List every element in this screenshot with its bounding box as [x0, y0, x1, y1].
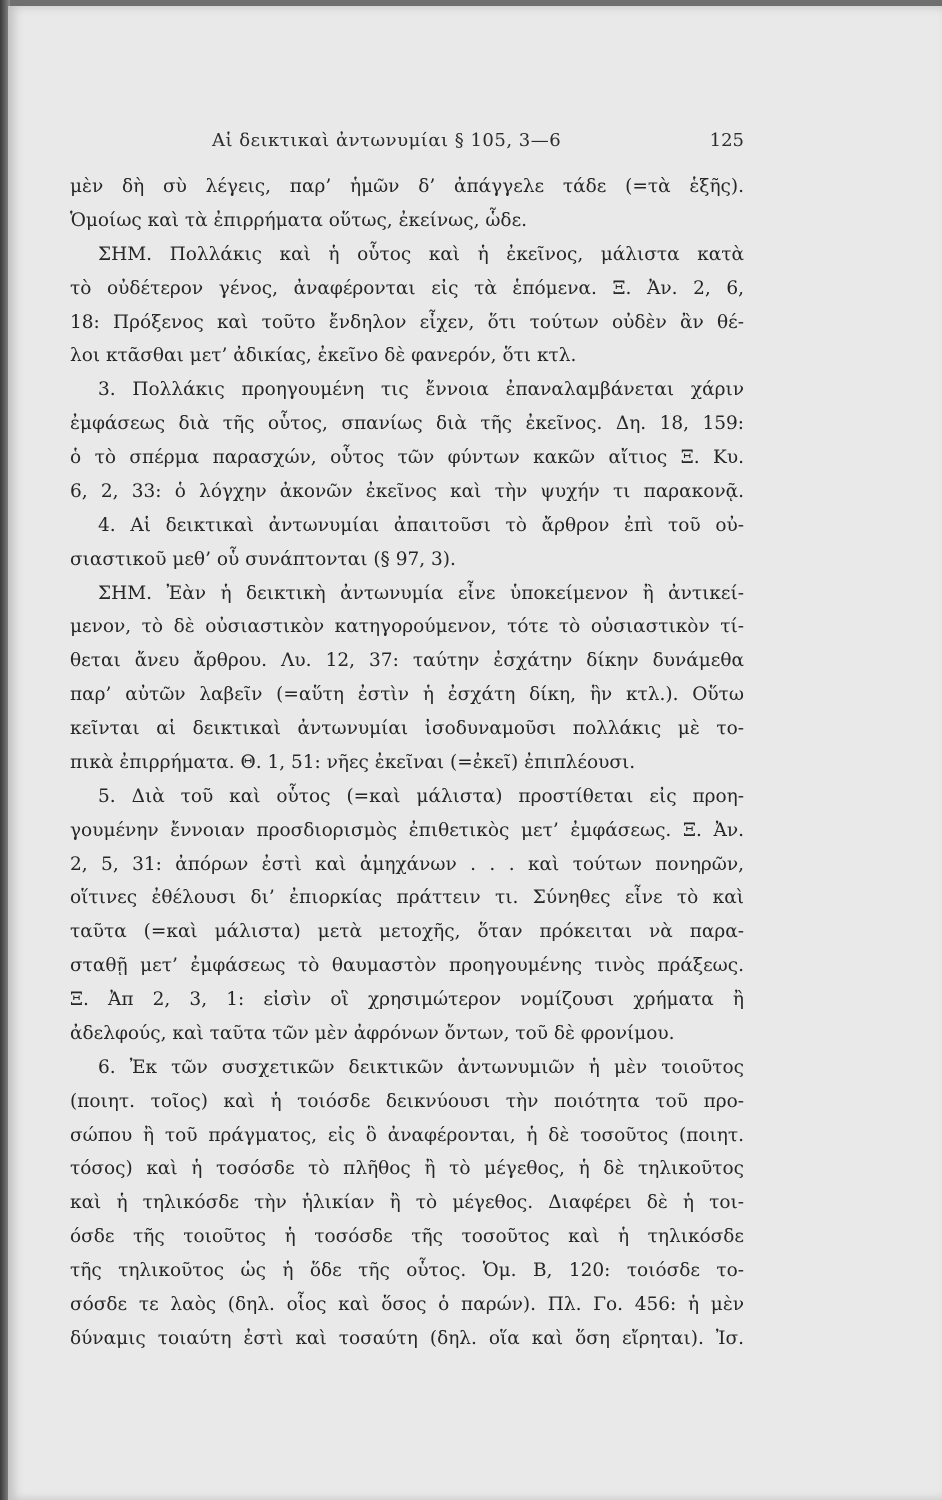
text-line: σόσδε τε λαὸς (δηλ. οἷος καὶ ὅσος ὁ παρών). Πλ. Γο. 456: ἡ μὲν	[70, 1293, 744, 1315]
text-line: οἵτινες ἐθέλουσι δι’ ἐπιορκίας πράττειν τι. Σύνηθες εἶνε τὸ καὶ	[70, 887, 744, 909]
text-line: (ποιητ. τοῖος) καὶ ἡ τοιόσδε δεικνύουσι τὴν ποιότητα τοῦ προ-	[70, 1090, 744, 1112]
text-line: θεται ἄνευ ἄρθρου. Λυ. 12, 37: ταύτην ἐσχάτην δίκην δυνάμεθα	[70, 650, 744, 672]
text-line: σώπου ἢ τοῦ πράγματος, εἰς ὃ ἀναφέρονται, ἡ δὲ τοσοῦτος (ποιητ.	[70, 1124, 744, 1146]
text-line: ΣΗΜ. Ἐὰν ἡ δεικτικὴ ἀντωνυμία εἶνε ὑποκείμενον ἢ ἀντικεί-	[98, 582, 744, 604]
text-line: 4. Αἱ δεικτικαὶ ἀντωνυμίαι ἀπαιτοῦσι τὸ ἄρθρον ἐπὶ τοῦ οὐ-	[98, 514, 744, 536]
text-line: μενον, τὸ δὲ οὐσιαστικὸν κατηγορούμενον, τότε τὸ οὐσιαστικὸν τί-	[70, 616, 744, 638]
text-line: όσδε τῆς τοιοῦτος ἡ τοσόσδε τῆς τοσοῦτος καὶ ἡ τηλικόσδε	[70, 1226, 744, 1248]
text-line: λοι κτᾶσθαι μετ’ ἀδικίας, ἐκεῖνο δὲ φανερόν, ὅτι κτλ.	[70, 345, 577, 367]
text-line: καὶ ἡ τηλικόσδε τὴν ἡλικίαν ἢ τὸ μέγεθος. Διαφέρει δὲ ἡ τοι-	[70, 1192, 744, 1214]
page-number: 125	[709, 130, 744, 151]
text-line: πικὰ ἐπιρρήματα. Θ. 1, 51: νῆες ἐκεῖναι (=ἐκεῖ) ἐπιπλέουσι.	[70, 751, 636, 773]
text-line: 2, 5, 31: ἀπόρων ἐστὶ καὶ ἀμηχάνων . . . καὶ τούτων πονηρῶν,	[70, 853, 744, 875]
page-header	[68, 124, 744, 164]
body-text	[70, 170, 744, 1356]
book-page	[8, 6, 942, 1500]
text-line: 6. Ἐκ τῶν συσχετικῶν δεικτικῶν ἀντωνυμιῶν ἡ μὲν τοιοῦτος	[98, 1056, 744, 1078]
text-line: κεῖνται αἱ δεικτικαὶ ἀντωνυμίαι ἰσοδυναμοῦσι πολλάκις μὲ το-	[70, 718, 744, 739]
text-line: σταθῇ μετ’ ἐμφάσεως τὸ θαυμαστὸν προηγουμένης τινὸς πράξεως.	[70, 955, 744, 977]
text-line: 18: Πρόξενος καὶ τοῦτο ἔνδηλον εἶχεν, ὅτι τούτων οὐδὲν ἂν θέ-	[70, 311, 744, 333]
text-line: τῆς τηλικοῦτος ὡς ἡ ὅδε τῆς οὗτος. Ὁμ. Β, 120: τοιόσδε το-	[70, 1260, 744, 1281]
text-line: Ὁμοίως καὶ τὰ ἐπιρρήματα οὕτως, ἐκείνως, ὧδε.	[70, 209, 528, 231]
text-line: ἐμφάσεως διὰ τῆς οὗτος, σπανίως διὰ τῆς ἐκεῖνος. Δη. 18, 159:	[70, 413, 744, 435]
text-line: ΣΗΜ. Πολλάκις καὶ ἡ οὗτος καὶ ἡ ἐκεῖνος, μάλιστα κατὰ	[98, 243, 744, 265]
text-line: 3. Πολλάκις προηγουμένη τις ἔννοια ἐπαναλαμβάνεται χάριν	[98, 379, 744, 401]
text-line: τὸ οὐδέτερον γένος, ἀναφέρονται εἰς τὰ ἑπόμενα. Ξ. Ἀν. 2, 6,	[70, 277, 744, 299]
text-line: ταῦτα (=καὶ μάλιστα) μετὰ μετοχῆς, ὅταν πρόκειται νὰ παρα-	[70, 921, 744, 943]
text-line: Ξ. Ἀπ 2, 3, 1: εἰσὶν οἳ χρησιμώτερον νομίζουσι χρήματα ἢ	[70, 989, 744, 1010]
text-line: τόσος) καὶ ἡ τοσόσδε τὸ πλῆθος ἢ τὸ μέγεθος, ἡ δὲ τηλικοῦτος	[70, 1158, 744, 1180]
text-line: 6, 2, 33: ὁ λόγχην ἀκονῶν ἐκεῖνος καὶ τὴν ψυχήν τι παρακονᾷ.	[70, 480, 744, 502]
text-line: γουμένην ἔννοιαν προσδιορισμὸς ἐπιθετικὸς μετ’ ἐμφάσεως. Ξ. Ἀν.	[70, 819, 744, 841]
text-line: μὲν δὴ σὺ λέγεις, παρ’ ἡμῶν δ’ ἀπάγγελε τάδε (=τὰ ἑξῆς).	[70, 176, 744, 197]
text-line: δύναμις τοιαύτη ἐστὶ καὶ τοσαύτη (δηλ. οἵα καὶ ὅση εἴρηται). Ἰσ.	[70, 1327, 744, 1349]
text-line: σιαστικοῦ μεθ’ οὗ συνάπτονται (§ 97, 3).	[70, 548, 456, 570]
text-line: παρ’ αὐτῶν λαβεῖν (=αὕτη ἐστὶν ἡ ἐσχάτη δίκη, ἣν κτλ.). Οὕτω	[70, 684, 744, 706]
text-line: 5. Διὰ τοῦ καὶ οὗτος (=καὶ μάλιστα) προστίθεται εἰς προη-	[98, 785, 744, 807]
text-line: ἀδελφούς, καὶ ταῦτα τῶν μὲν ἀφρόνων ὄντων, τοῦ δὲ φρονίμου.	[70, 1022, 675, 1044]
running-head: Αἱ δεικτικαὶ ἀντωνυμίαι § 105, 3—6	[212, 130, 562, 151]
text-line: ὁ τὸ σπέρμα παρασχών, οὗτος τῶν φύντων κακῶν αἴτιος Ξ. Κυ.	[70, 447, 744, 468]
